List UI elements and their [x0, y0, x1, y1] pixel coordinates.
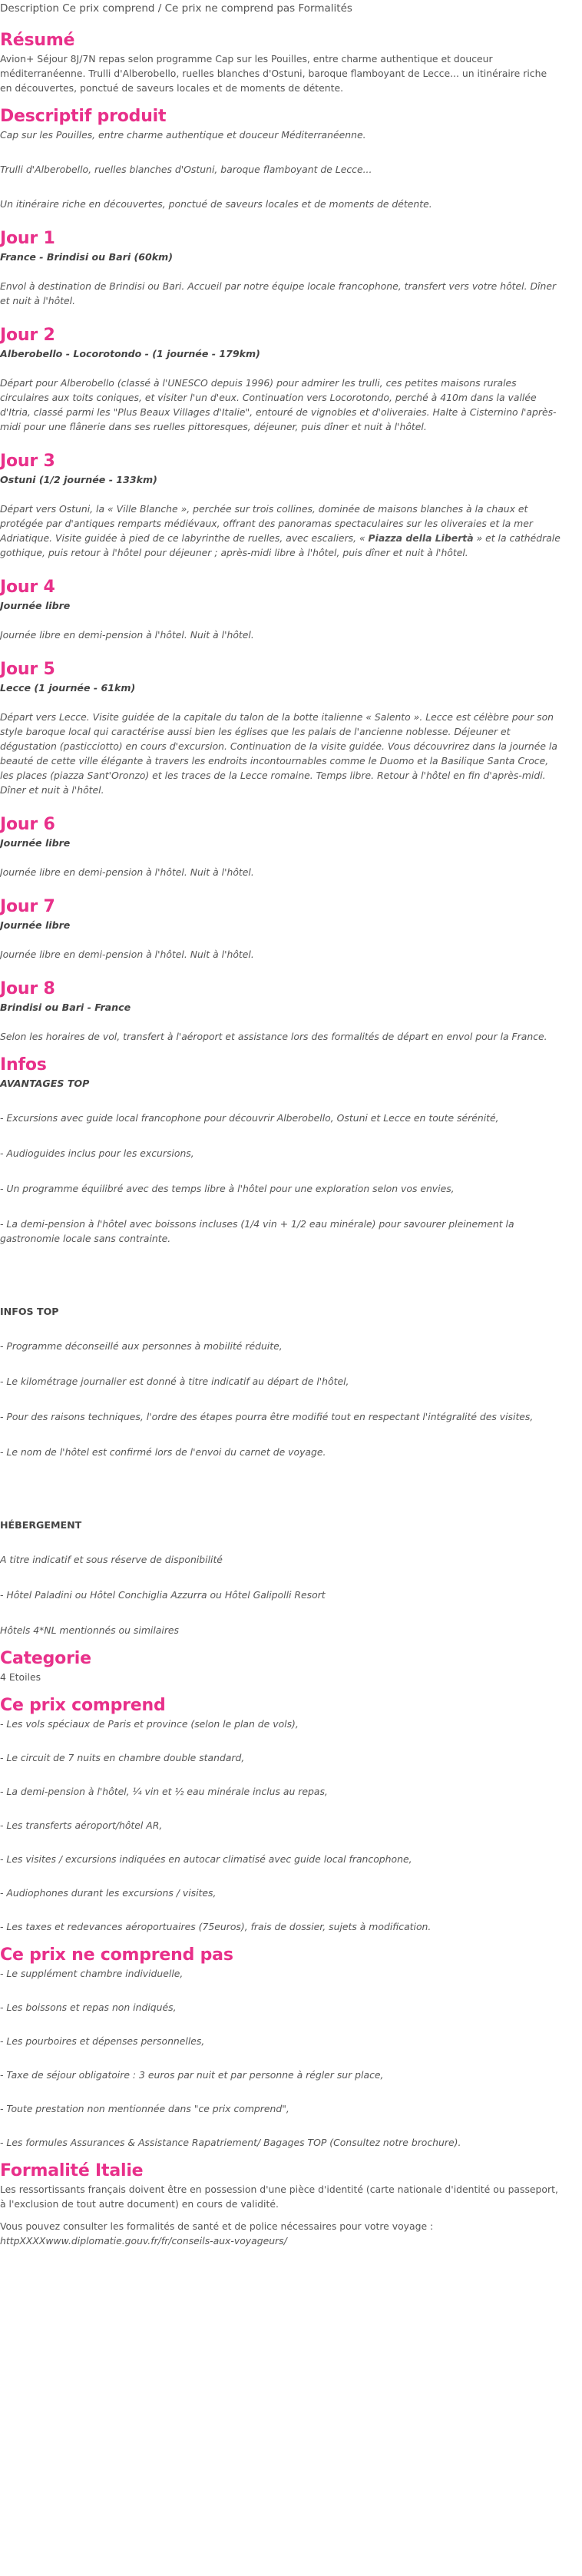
day-text: Journée libre en demi-pension à l'hôtel. Nuit à l'hôtel. [0, 866, 254, 878]
infos-heading: Infos [0, 1055, 47, 1074]
list-item: A titre indicatif et sous réserve de disponibilité [0, 1554, 223, 1565]
day-text: Envol à destination de Brindisi ou Bari. Accueil par notre équipe locale francophone, transfert vers votre hôtel. Dîner et nuit à l'hôtel. [0, 280, 557, 306]
day-text: Journée libre en demi-pension à l'hôtel. Nuit à l'hôtel. [0, 629, 254, 641]
list-item: - Excursions avec guide local francophone pour découvrir Alberobello, Ostuni et Lecce en toute sérénité, [0, 1112, 499, 1124]
list-item: - Audioguides inclus pour les excursions, [0, 1147, 194, 1159]
day-heading: Jour 5 [0, 660, 55, 679]
formalite-url[interactable]: httpXXXXwww.diplomatie.gouv.fr/fr/conseils-aux-voyageurs/ [0, 2235, 287, 2247]
list-item: - La demi-pension à l'hôtel avec boissons incluses (1/4 vin + 1/2 eau minérale) pour savourer pleinement la gastronomie locale sans contrainte. [0, 1218, 514, 1244]
list-item: - Les boissons et repas non indiqués, [0, 2002, 177, 2013]
list-item: - Les pourboires et dépenses personnelles, [0, 2035, 205, 2047]
tab-bar [0, 2, 561, 15]
list-item: - Audiophones durant les excursions / visites, [0, 1887, 217, 1899]
avantages-top-title: AVANTAGES TOP [0, 1078, 90, 1089]
piazza-della-liberta: Piazza della Libertà [368, 532, 474, 544]
tab-description[interactable]: Description [0, 2, 59, 15]
list-item: - Toute prestation non mentionnée dans "ce prix comprend", [0, 2103, 289, 2114]
day-text: Départ pour Alberobello (classé à l'UNESCO depuis 1996) pour admirer les trulli, ces petites maisons rurales circulaires aux toits coniques, et visiter l'un d'eux. Continuation vers Locorotondo, perché à 410m dans la vallée d'Itria, classé parmi les "Plus Beaux Villages d'Italie", entouré de vignobles et d'oliveraies. Halte à Cisternino l'après-midi pour une flânerie dans ses ruelles pittoresques, déjeuner, puis dîner et nuit à l'hôtel. [0, 377, 557, 432]
infos-top-list [0, 1339, 561, 1459]
ce-prix-ne-comprend-pas-list [0, 1966, 561, 2150]
list-item: - Les vols spéciaux de Paris et province (selon le plan de vols), [0, 1718, 299, 1730]
ce-prix-comprend-list [0, 1717, 561, 1934]
categorie-value: 4 Etoiles [0, 1671, 41, 1683]
hebergement-list [0, 1552, 561, 1637]
day-text: Journée libre en demi-pension à l'hôtel. Nuit à l'hôtel. [0, 949, 254, 960]
day-heading: Jour 1 [0, 229, 55, 248]
formalite-heading: Formalité Italie [0, 2161, 144, 2180]
day-text [0, 502, 561, 560]
infos-top-title: INFOS TOP [0, 1306, 59, 1317]
day-subtitle: Journée libre [0, 600, 71, 611]
list-item: - Les transferts aéroport/hôtel AR, [0, 1819, 163, 1831]
list-item: - Le supplément chambre individuelle, [0, 1968, 184, 1979]
list-item: - Le nom de l'hôtel est confirmé lors de l'envoi du carnet de voyage. [0, 1446, 326, 1458]
list-item: - Pour des raisons techniques, l'ordre des étapes pourra être modifié tout en respectant l'intégralité des visites, [0, 1411, 534, 1422]
day-subtitle: Ostuni (1/2 journée - 133km) [0, 474, 157, 485]
list-item: - Les taxes et redevances aéroportuaires (75euros), frais de dossier, sujets à modification. [0, 1921, 432, 1932]
tab-separator: / [157, 2, 162, 15]
tab-ce-prix-ne-comprend-pas[interactable]: Ce prix ne comprend pas [164, 2, 296, 15]
list-item: - Un programme équilibré avec des temps libre à l'hôtel pour une exploration selon vos envies, [0, 1183, 455, 1194]
descriptif-line: Un itinéraire riche en découvertes, ponctué de saveurs locales et de moments de détente. [0, 198, 432, 210]
day-subtitle: Alberobello - Locorotondo - (1 journée - 179km) [0, 348, 260, 359]
descriptif-line: Cap sur les Pouilles, entre charme authentique et douceur Méditerranéenne. [0, 129, 366, 141]
ce-prix-comprend-heading: Ce prix comprend [0, 1696, 166, 1715]
day-subtitle: Brindisi ou Bari - France [0, 1002, 131, 1013]
day-text: Départ vers Lecce. Visite guidée de la capitale du talon de la botte italienne « Salento ». Lecce est célèbre pour son style baroque local qui caractérise aussi bien les églises que les palais de l'ancienne noblesse. Déjeuner et dégustation (pasticciotto) en cours d'excursion. Continuation de la visite guidée. Vous découvrirez dans la journée la beauté de cette ville élégante à travers les endroits incontournables comme le Duomo et la Basilique Santa Croce, les places (piazza Sant'Oronzo) et les traces de la Lecce romaine. Temps libre. Retour à l'hôtel en fin d'après-midi. Dîner et nuit à l'hôtel. [0, 711, 557, 796]
day-heading: Jour 8 [0, 979, 55, 998]
list-item: Hôtels 4*NL mentionnés ou similaires [0, 1624, 179, 1636]
list-item: - La demi-pension à l'hôtel, ¼ vin et ½ eau minérale inclus au repas, [0, 1786, 328, 1797]
list-item: - Hôtel Paladini ou Hôtel Conchiglia Azzurra ou Hôtel Galipolli Resort [0, 1589, 326, 1601]
day-text-part: » et la cathédrale gothique, puis retour à l'hôtel pour déjeuner ; après-midi libre à l'hôtel, puis dîner et nuit à l'hôtel. [0, 532, 561, 558]
list-item: - Les visites / excursions indiquées en autocar climatisé avec guide local francophone, [0, 1853, 412, 1865]
resume-text: Avion+ Séjour 8J/7N repas selon programme Cap sur les Pouilles, entre charme authentique et douceur méditerranéenne. Trulli d'Alberobello, ruelles blanches d'Ostuni, baroque flamboyant de Lecce... un itinéraire riche en découvertes, ponctué de saveurs locales et de moments de détente. [0, 53, 547, 94]
day-text-part: Départ vers Ostuni, la « Ville Blanche », perchée sur trois collines, dominée de maisons blanches à la chaux et protégée par d'antiques remparts médiévaux, offrant des panoramas spectaculaires sur les oliveraies et la mer Adriatique. Visite guidée à pied de ce labyrinthe de ruelles, avec escaliers, « [0, 503, 533, 544]
day-heading: Jour 7 [0, 897, 55, 916]
descriptif-line: Trulli d'Alberobello, ruelles blanches d'Ostuni, baroque flamboyant de Lecce... [0, 164, 372, 175]
resume-heading: Résumé [0, 31, 75, 50]
day-subtitle: Lecce (1 journée - 61km) [0, 682, 136, 694]
product-page [0, 2, 571, 2248]
day-text: Selon les horaires de vol, transfert à l'aéroport et assistance lors des formalités de départ en envol pour la France. [0, 1031, 547, 1042]
day-heading: Jour 6 [0, 815, 55, 834]
list-item: - Le kilométrage journalier est donné à titre indicatif au départ de l'hôtel, [0, 1376, 349, 1387]
list-item: - Taxe de séjour obligatoire : 3 euros par nuit et par personne à régler sur place, [0, 2069, 384, 2081]
day-subtitle: Journée libre [0, 837, 71, 849]
avantages-list [0, 1111, 561, 1246]
list-item: - Programme déconseillé aux personnes à mobilité réduite, [0, 1340, 283, 1352]
hebergement-title: HÉBERGEMENT [0, 1519, 82, 1531]
tab-formalites[interactable]: Formalités [298, 2, 352, 15]
day-subtitle: France - Brindisi ou Bari (60km) [0, 251, 174, 263]
day-heading: Jour 2 [0, 326, 55, 345]
day-heading: Jour 3 [0, 452, 55, 471]
day-heading: Jour 4 [0, 578, 55, 597]
list-item: - Le circuit de 7 nuits en chambre double standard, [0, 1752, 245, 1763]
list-item: - Les formules Assurances & Assistance Rapatriement/ Bagages TOP (Consultez notre brochure). [0, 2137, 461, 2148]
ce-prix-ne-comprend-pas-heading: Ce prix ne comprend pas [0, 1945, 233, 1965]
tab-ce-prix-comprend[interactable]: Ce prix comprend [62, 2, 155, 15]
formalite-text: Les ressortissants français doivent être en possession d'une pièce d'identité (carte nationale d'identité ou passeport, à l'exclusion de tout autre document) en cours de validité. [0, 2184, 558, 2210]
descriptif-heading: Descriptif produit [0, 107, 167, 126]
day-subtitle: Journée libre [0, 919, 71, 931]
formalite-consult: Vous pouvez consulter les formalités de santé et de police nécessaires pour votre voyage : [0, 2220, 434, 2232]
categorie-heading: Categorie [0, 1649, 91, 1668]
